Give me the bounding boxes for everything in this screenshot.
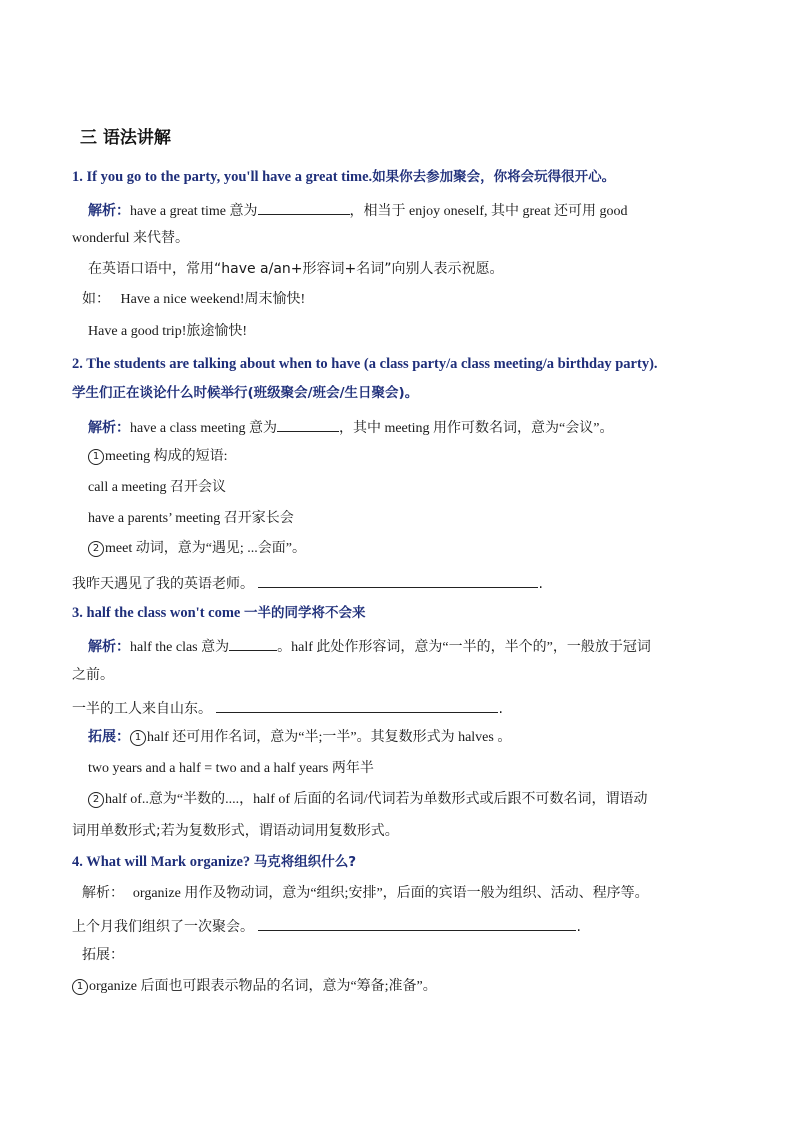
extension-label: 拓展：: [88, 729, 130, 745]
example-label: 如：: [82, 292, 110, 307]
circled-number: 2: [88, 792, 104, 808]
q1-text: have a great time 意为: [130, 204, 258, 219]
q1-text: Have a nice weekend!周末愉快!: [120, 292, 306, 307]
q2-exercise: [72, 571, 722, 594]
q3-text: half the clas 意为: [130, 640, 230, 655]
answer-blank[interactable]: [258, 198, 350, 215]
period: .: [498, 701, 503, 717]
question-2-zh-text: 学生们正在谈论什么时候举行(班级聚会/班会/生日聚会)。: [72, 385, 419, 401]
q4-text: organize 用作及物动词，意为“组织;安排”，后面的宾语一般为组织、活动、程序等。: [132, 886, 649, 901]
answer-blank[interactable]: [258, 571, 538, 588]
q1-text: wonderful 来代替。: [72, 231, 190, 246]
q2-text: call a meeting 召开会议: [88, 480, 227, 495]
question-4: [72, 852, 722, 872]
analysis-label: 解析：: [88, 639, 130, 655]
question-4-en: 4. What will Mark organize?: [72, 854, 254, 870]
q1-example: [82, 290, 722, 310]
q1-text: ，相当于 enjoy oneself, 其中 great 还可用 good: [349, 204, 628, 219]
q3-analysis-line: [88, 634, 722, 658]
section-title: 三 语法讲解: [80, 128, 171, 148]
question-3: [72, 603, 722, 623]
q2-text: meet 动词，意为“遇见; ...会面”。: [105, 541, 307, 556]
q2-analysis-line: [88, 415, 722, 439]
period: .: [538, 576, 543, 592]
answer-blank[interactable]: [216, 696, 498, 713]
exercise-prompt: 上个月我们组织了一次聚会。: [72, 919, 254, 935]
question-1: [72, 167, 722, 187]
q1-analysis-line: [88, 198, 722, 222]
q3-text: half 还可用作名词，意为“半;一半”。其复数形式为 halves 。: [147, 730, 512, 745]
q3-exercise: [72, 696, 722, 719]
extension-label: 拓展：: [82, 947, 124, 963]
circled-number: 1: [88, 449, 104, 465]
q2-text: have a class meeting 意为: [130, 421, 277, 436]
q2-point-2: [88, 539, 722, 559]
analysis-label: 解析：: [88, 420, 130, 436]
analysis-label: 解析：: [82, 885, 124, 901]
q1-text: 在英语口语中，常用“have a/an+形容词+名词”向别人表示祝愿。: [88, 261, 504, 277]
q3-text: half of..意为“半数的....，half of 后面的名词/代词若为单数形式或后跟不可数名词，谓语动: [105, 792, 648, 807]
q2-text: ，其中 meeting 用作可数名词，意为“会议”。: [338, 421, 614, 436]
q4-point-1: [72, 977, 722, 997]
q2-text: have a parents’ meeting 召开家长会: [88, 511, 294, 526]
q3-text: 之前。: [72, 667, 114, 683]
question-1-zh: 如果你去参加聚会，你将会玩得很开心。: [372, 169, 616, 185]
q3-text: 词用单数形式;若为复数形式，谓语动词用复数形式。: [72, 823, 399, 839]
q3-point-2: [88, 790, 722, 810]
exercise-prompt: 一半的工人来自山东。: [72, 701, 212, 717]
exercise-prompt: 我昨天遇见了我的英语老师。: [72, 576, 254, 592]
answer-blank[interactable]: [229, 634, 277, 651]
question-2-zh: [72, 383, 722, 403]
circled-number: 1: [72, 979, 88, 995]
q2-point-1: [88, 447, 722, 467]
circled-number: 1: [130, 730, 146, 746]
question-3-zh: 一半的同学将不会来: [243, 605, 366, 621]
q4-text: organize 后面也可跟表示物品的名词，意为“筹备;准备”。: [89, 979, 437, 994]
circled-number: 2: [88, 541, 104, 557]
q3-text: two years and a half = two and a half years 两年半: [88, 761, 374, 776]
q2-text: meeting 构成的短语:: [105, 449, 228, 464]
q1-text: Have a good trip!旅途愉快!: [88, 324, 248, 339]
question-1-en: 1. If you go to the party, you'll have a great time.: [72, 169, 373, 185]
q4-analysis-line: [82, 883, 722, 904]
question-4-zh: 马克将组织什么?: [253, 854, 357, 870]
period: .: [576, 919, 581, 935]
q4-exercise: [72, 914, 722, 937]
answer-blank[interactable]: [258, 914, 576, 931]
q3-extension: [88, 727, 722, 748]
analysis-label: 解析：: [88, 203, 130, 219]
question-2-en: 2. The students are talking about when to have (a class party/a class meeting/a birthday party).: [72, 356, 658, 372]
q3-text: 。half 此处作形容词，意为“一半的，半个的”，一般放于冠词: [277, 640, 651, 655]
question-3-en: 3. half the class won't come: [72, 605, 244, 621]
answer-blank[interactable]: [277, 415, 339, 432]
